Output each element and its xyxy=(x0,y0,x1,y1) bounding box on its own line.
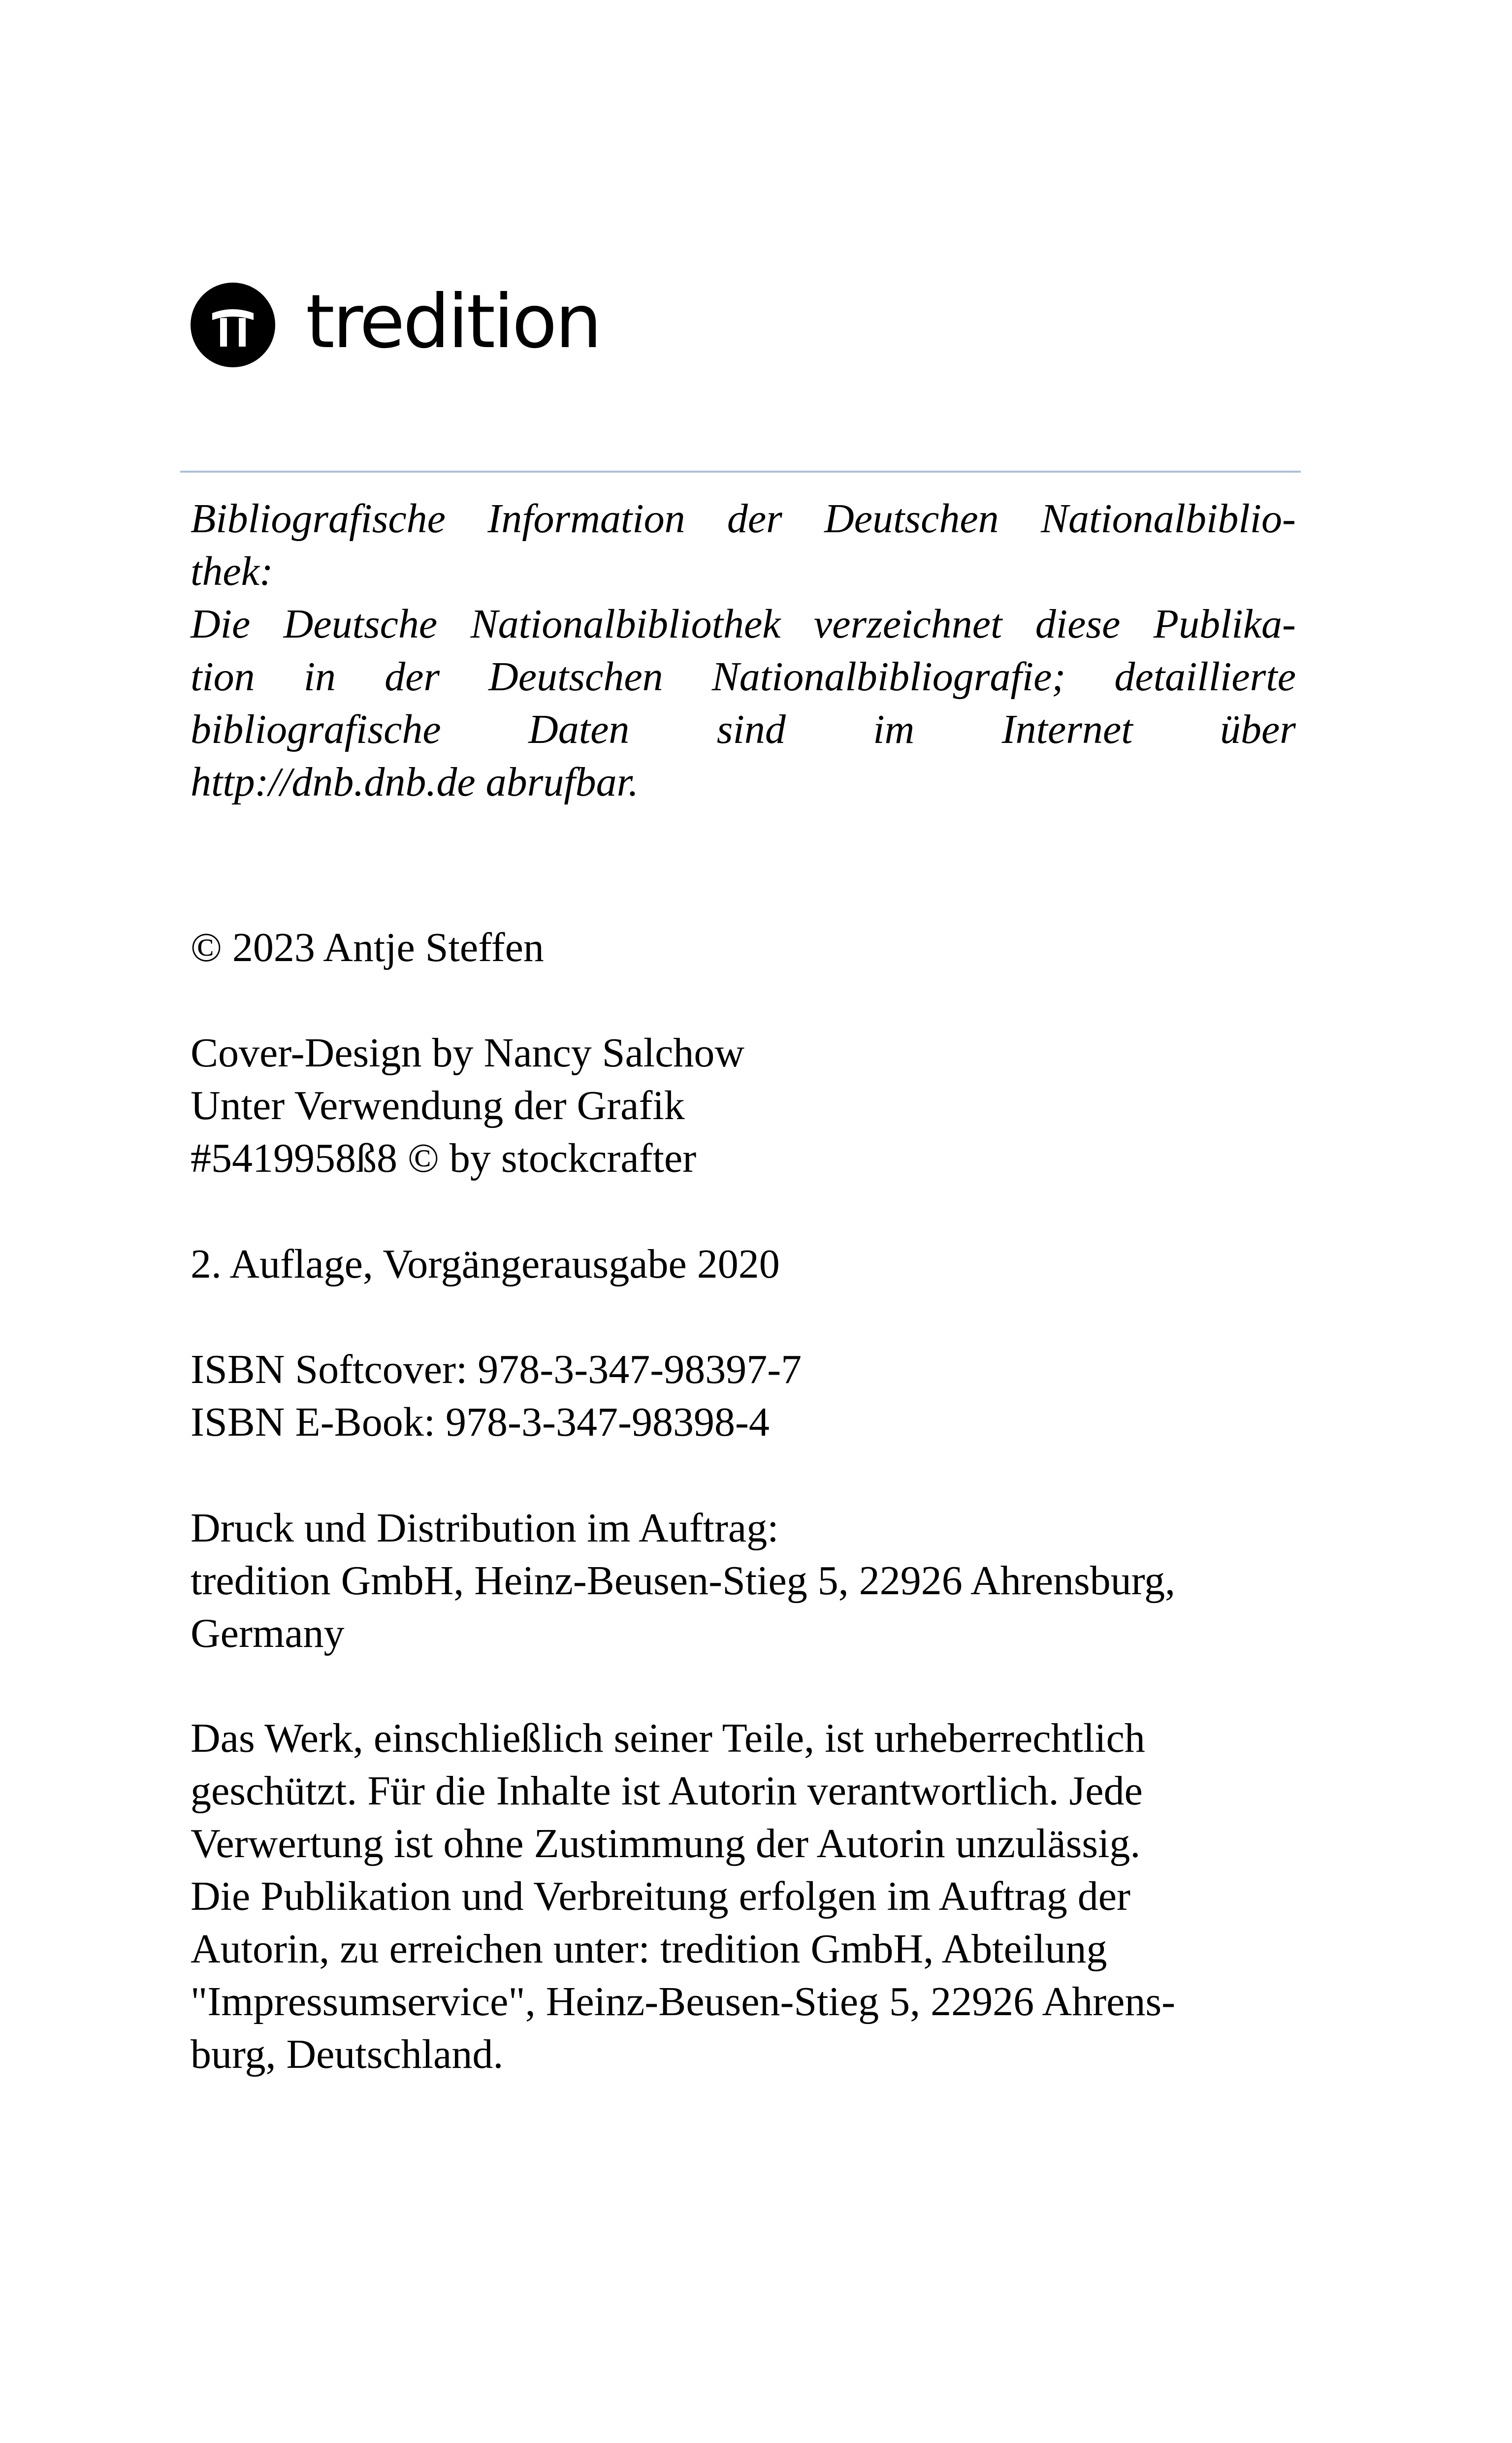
legal-line: Verwertung ist ohne Zustimmung der Autorin unzulässig. xyxy=(191,1821,1141,1866)
cover-credit-line: Unter Verwendung der Grafik xyxy=(191,1083,685,1128)
publisher-wordmark: tredition xyxy=(306,279,600,365)
distribution-line: Druck und Distribution im Auftrag: xyxy=(191,1505,779,1551)
distribution-line: Germany xyxy=(191,1610,345,1656)
copyright-notice xyxy=(191,921,544,974)
cover-credit xyxy=(191,1027,744,1185)
isbn-ebook: ISBN E-Book: 978-3-347-98398-4 xyxy=(191,1399,770,1445)
cip-line: Die Deutsche Nationalbibliothek verzeichnet diese Publika- xyxy=(191,601,1296,647)
isbn-info xyxy=(191,1343,802,1448)
cip-line: tion in der Deutschen Nationalbibliografie; detaillierte xyxy=(191,654,1296,700)
legal-notice xyxy=(191,1712,1175,2081)
edition-line: 2. Auflage, Vorgängerausgabe 2020 xyxy=(191,1241,780,1287)
cip-line: thek: xyxy=(191,548,273,594)
distribution-line: tredition GmbH, Heinz-Beusen-Stieg 5, 22926 Ahrensburg, xyxy=(191,1558,1176,1604)
legal-line: "Impressumservice", Heinz-Beusen-Stieg 5, 22926 Ahrens- xyxy=(191,1979,1176,2025)
legal-line: geschützt. Für die Inhalte ist Autorin verantwortlich. Jede xyxy=(191,1768,1143,1814)
legal-line: Das Werk, einschließlich seiner Teile, ist urheberrechtlich xyxy=(191,1715,1145,1761)
divider-line xyxy=(180,471,1301,473)
publisher-logo xyxy=(191,279,600,368)
cip-line: bibliografische Daten sind im Internet über xyxy=(191,707,1296,752)
cip-line: http://dnb.dnb.de abrufbar. xyxy=(191,759,639,805)
bibliographic-information xyxy=(191,492,1296,808)
tredition-logo-icon xyxy=(191,283,275,367)
edition-info xyxy=(191,1238,780,1290)
legal-line: Autorin, zu erreichen unter: tredition GmbH, Abteilung xyxy=(191,1926,1107,1972)
cover-credit-line: Cover-Design by Nancy Salchow xyxy=(191,1030,745,1076)
legal-line: burg, Deutschland. xyxy=(191,2031,504,2077)
isbn-softcover: ISBN Softcover: 978-3-347-98397-7 xyxy=(191,1347,802,1392)
copyright-line: © 2023 Antje Steffen xyxy=(191,925,544,970)
distribution-info xyxy=(191,1502,1175,1660)
cover-credit-line: #5419958ß8 © by stockcrafter xyxy=(191,1135,697,1181)
cip-line: Bibliografische Information der Deutschen Nationalbiblio- xyxy=(191,496,1296,542)
legal-line: Die Publikation und Verbreitung erfolgen im Auftrag der xyxy=(191,1873,1131,1919)
